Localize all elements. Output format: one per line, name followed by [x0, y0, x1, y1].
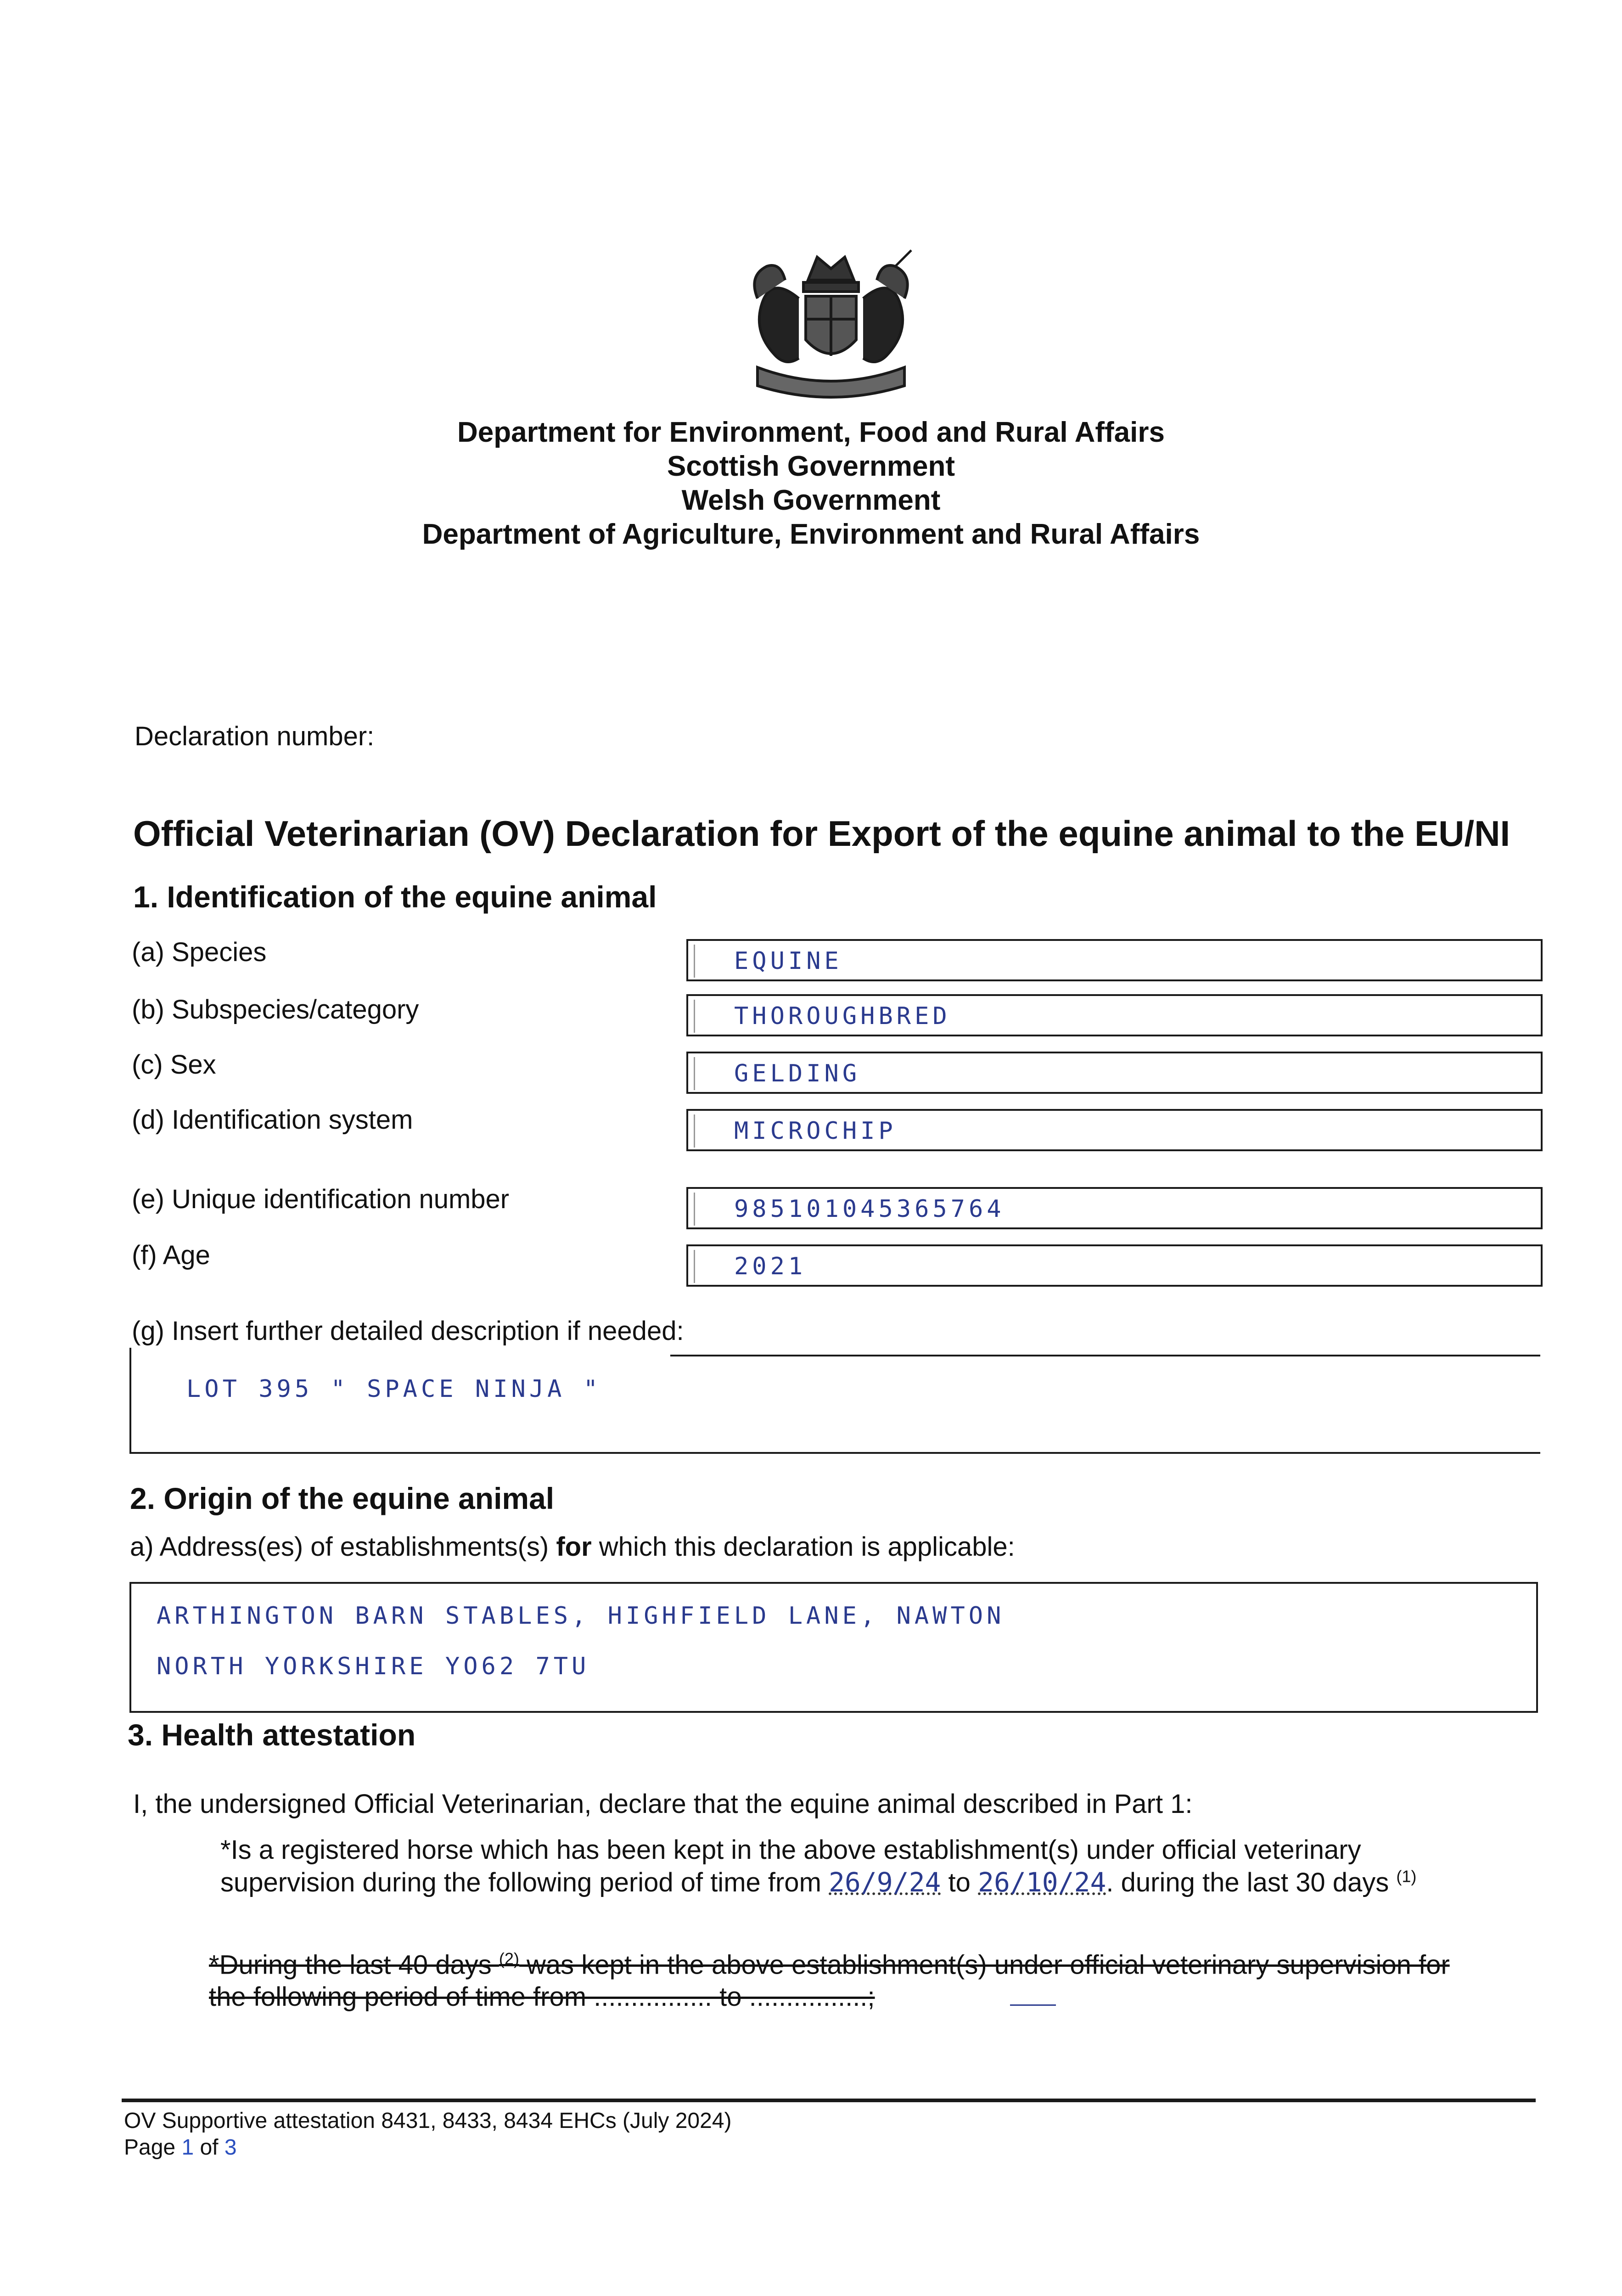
document-title: Official Veterinarian (OV) Declaration for Export of the equine animal to the EU/NI: [133, 813, 1510, 854]
page-total: 3: [224, 2135, 237, 2160]
subspecies-label: (b) Subspecies/category: [132, 995, 419, 1024]
identification-system-field: [686, 1109, 1543, 1151]
date-to-value: 26/10/24: [978, 1867, 1106, 1898]
strike-through-line: [1010, 2004, 1056, 2006]
address-label-post: which this declaration is applicable:: [591, 1532, 1015, 1562]
address-label-bold: for: [556, 1532, 592, 1562]
date-from-value: 26/9/24: [829, 1867, 941, 1898]
address-line-2: NORTH YORKSHIRE YO62 7TU: [157, 1653, 590, 1680]
footnote-marker: (2): [499, 1949, 519, 1968]
species-field: [686, 939, 1543, 981]
section-2-heading: 2. Origin of the equine animal: [130, 1481, 555, 1515]
department-line: Department of Agriculture, Environment and Rural Affairs: [422, 518, 1200, 550]
footer-attestation-ref: OV Supportive attestation 8431, 8433, 8434 EHCs (July 2024): [124, 2109, 732, 2133]
sex-value: GELDING: [734, 1060, 861, 1087]
divider-line: [129, 1452, 1540, 1454]
identification-system-label: (d) Identification system: [132, 1105, 413, 1135]
species-label: (a) Species: [132, 937, 267, 967]
attestation-2-line-1: [209, 1949, 1450, 1980]
further-description-value: LOT 395 " SPACE NINJA ": [186, 1375, 602, 1403]
section-1-heading: 1. Identification of the equine animal: [133, 880, 657, 914]
age-field: [686, 1244, 1543, 1287]
sex-label: (c) Sex: [132, 1050, 216, 1080]
attestation-1-to: to: [941, 1868, 978, 1897]
page-mid: of: [194, 2135, 224, 2160]
department-line: Department for Environment, Food and Rural Affairs: [457, 416, 1165, 448]
uid-label: (e) Unique identification number: [132, 1184, 510, 1214]
attestation-1-line-1: *Is a registered horse which has been kept in the above establishment(s) under official veterinary: [220, 1835, 1361, 1865]
royal-coat-of-arms-emblem: [730, 248, 932, 409]
footnote-marker: (1): [1396, 1867, 1417, 1886]
section-3-heading: 3. Health attestation: [128, 1718, 416, 1752]
species-value: EQUINE: [734, 947, 842, 975]
sex-field: [686, 1052, 1543, 1094]
health-intro: I, the undersigned Official Veterinarian, declare that the equine animal described in Part 1:: [133, 1789, 1193, 1819]
department-line: Welsh Government: [681, 484, 941, 516]
attestation-1-tail: . during the last 30 days: [1106, 1868, 1397, 1897]
page-indicator: [124, 2134, 731, 2161]
address-label-pre: a) Address(es) of establishments(s): [130, 1532, 556, 1562]
subspecies-field: [686, 994, 1543, 1036]
attestation-2-line-2: the following period of time from ................ to ................;: [209, 1982, 875, 2012]
identification-system-value: MICROCHIP: [734, 1117, 897, 1145]
footer: [124, 2108, 731, 2161]
page-prefix: Page: [124, 2135, 182, 2160]
attestation-2-text-post: was kept in the above establishment(s) under official veterinary supervision for: [519, 1950, 1450, 1980]
address-line-1: ARTHINGTON BARN STABLES, HIGHFIELD LANE, NAWTON: [157, 1602, 1005, 1630]
further-description-label: (g) Insert further detailed description if needed:: [132, 1316, 684, 1346]
address-box: [129, 1582, 1538, 1713]
department-heading: [0, 416, 1622, 551]
age-label: (f) Age: [132, 1240, 210, 1270]
footer-divider: [122, 2099, 1536, 2102]
uid-value: 985101045365764: [734, 1195, 1005, 1223]
attestation-1-text: supervision during the following period of time from: [220, 1868, 829, 1897]
department-line: Scottish Government: [667, 450, 955, 482]
address-label: [130, 1531, 1015, 1562]
uid-field: [686, 1187, 1543, 1229]
subspecies-value: THOROUGHBRED: [734, 1002, 951, 1030]
age-value: 2021: [734, 1253, 807, 1280]
attestation-2-text: *During the last 40 days: [209, 1950, 499, 1980]
further-description-box: [129, 1348, 1540, 1453]
declaration-number-label: Declaration number:: [135, 721, 375, 751]
attestation-1-line-2: [220, 1867, 1416, 1898]
page-current: 1: [181, 2135, 194, 2160]
